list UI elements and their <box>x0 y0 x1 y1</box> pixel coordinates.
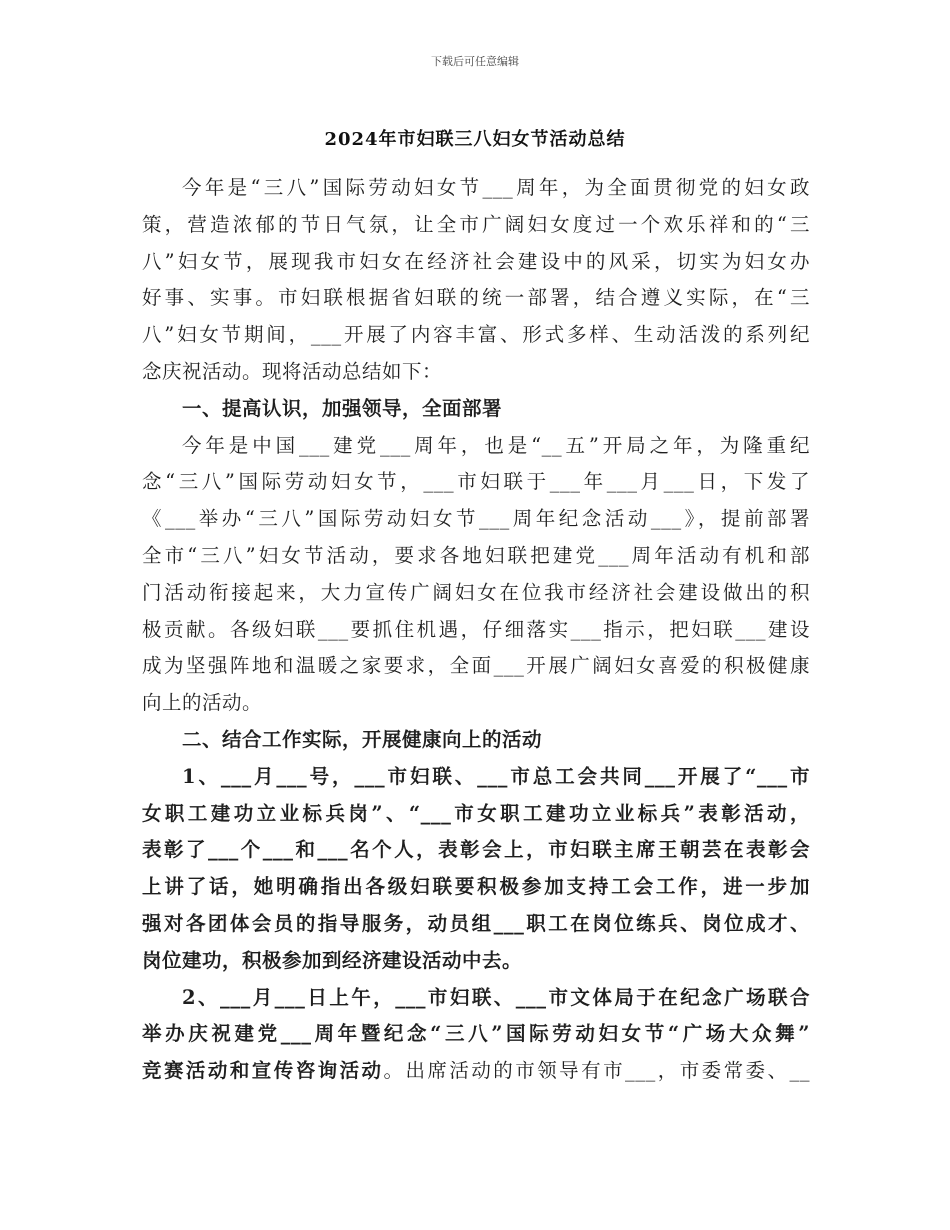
text-line: 表彰了___个___和___名个人，表彰会上，市妇联主席王朝芸在表彰会 <box>142 838 810 862</box>
text-line-mixed <box>142 1053 810 1090</box>
text-line: 全市“三八”妇女节活动，要求各地妇联把建党___周年活动有机和部 <box>142 543 810 567</box>
document-body <box>142 170 810 1090</box>
text-line: 上讲了话，她明确指出各级妇联要积极参加支持工会工作，进一步加 <box>142 875 810 899</box>
text-line: 强对各团体会员的指导服务，动员组___职工在岗位练兵、岗位成才、 <box>142 911 810 935</box>
text-line: 举办庆祝建党___周年暨纪念“三八”国际劳动妇女节“广场大众舞” <box>142 1022 810 1046</box>
text-line: 岗位建功，积极参加到经济建设活动中去。 <box>142 948 523 972</box>
text-line: 成为坚强阵地和温暖之家要求，全面___开展广阔妇女喜爱的积极健康 <box>142 654 810 678</box>
text-line: 好事、实事。市妇联根据省妇联的统一部署，结合遵义实际，在“三 <box>142 286 810 310</box>
list-item-1 <box>142 759 810 980</box>
text-line: 门活动衔接起来，大力宣传广阔妇女在位我市经济社会建设做出的积 <box>142 580 810 604</box>
normal-run: 。出席活动的市领导有市___，市委常委、__ <box>383 1059 810 1083</box>
section-heading-2: 二、结合工作实际，开展健康向上的活动 <box>182 727 543 751</box>
section-heading-1: 一、提高认识，加强领导，全面部署 <box>182 396 503 420</box>
text-line: 今年是“三八”国际劳动妇女节___周年，为全面贯彻党的妇女政 <box>182 176 810 199</box>
text-line: 八”妇女节，展现我市妇女在经济社会建设中的风采，切实为妇女办 <box>142 249 810 273</box>
list-item-2 <box>142 980 810 1090</box>
text-line: 女职工建功立业标兵岗”、“___市女职工建功立业标兵”表彰活动， <box>142 801 810 825</box>
text-line: 念“三八”国际劳动妇女节，___市妇联于___年___月___日，下发了 <box>142 470 810 494</box>
text-line: 1、___月___号，___市妇联、___市总工会共同___开展了“___市 <box>182 764 810 788</box>
text-line: 2、___月___日上午，___市妇联、___市文体局于在纪念广场联合 <box>182 985 810 1009</box>
header-note: 下载后可任意编辑 <box>431 55 519 68</box>
text-line: 今年是中国___建党___周年，也是“__五”开局之年，为隆重纪 <box>182 433 810 457</box>
paragraph-intro <box>142 170 810 391</box>
paragraph-section-1 <box>142 428 810 722</box>
text-line: 八”妇女节期间，___开展了内容丰富、形式多样、生动活泼的系列纪 <box>142 323 810 347</box>
bold-run: 竞赛活动和宣传咨询活动 <box>142 1059 384 1083</box>
text-line: 策，营造浓郁的节日气氛，让全市广阔妇女度过一个欢乐祥和的“三 <box>142 212 810 236</box>
text-line: 向上的活动。 <box>142 691 263 715</box>
text-line: 极贡献。各级妇联___要抓住机遇，仔细落实___指示，把妇联___建设 <box>142 617 810 641</box>
document-title: 2024年市妇联三八妇女节活动总结 <box>324 129 626 150</box>
text-line: 念庆祝活动。现将活动总结如下： <box>142 359 443 383</box>
text-line: 《___举办“三八”国际劳动妇女节___周年纪念活动___》，提前部署 <box>142 507 810 531</box>
